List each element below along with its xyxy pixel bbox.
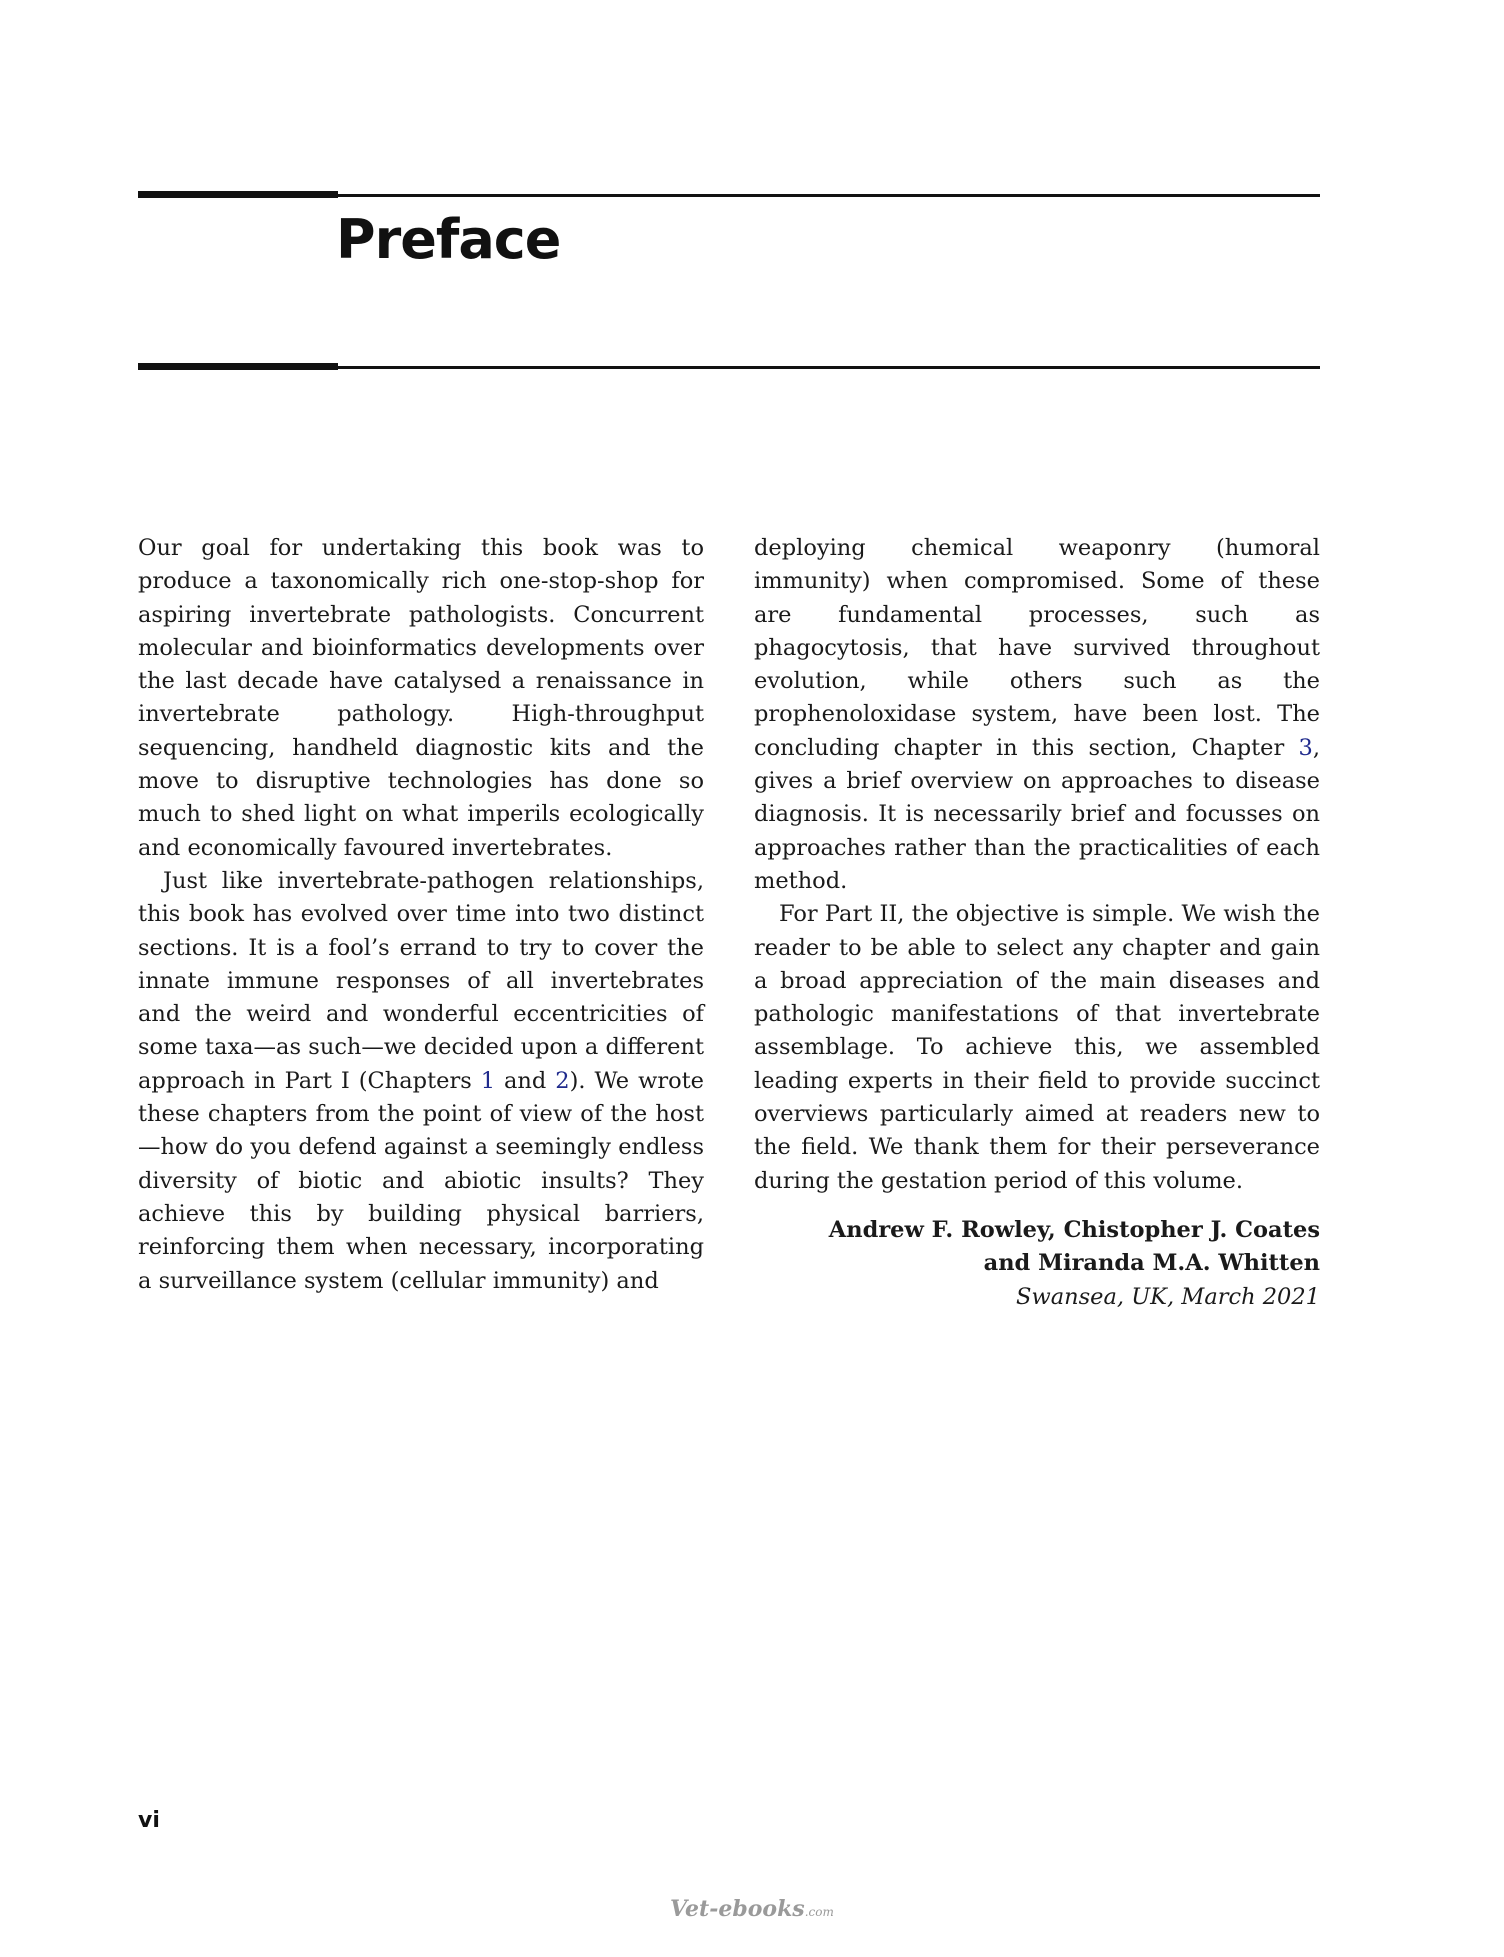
text-line: ers, reinforcing them when necessary, incorporat (138, 1200, 704, 1261)
chapter-2-link[interactable]: 2 (555, 1067, 570, 1094)
text-line: pathology. High-throughput sequencing, handheld (138, 701, 704, 761)
right-column (754, 532, 1320, 1314)
text-line: sis. It is necessarily brief and focusses on approaches (754, 801, 1320, 861)
text-line: wrote these chapters from the point of view of (138, 1067, 704, 1128)
text-line: a brief overview on approaches to disease diagno (754, 768, 1320, 828)
watermark-main: Vet-ebooks (670, 1896, 805, 1922)
watermark-suffix: .com (804, 1905, 834, 1919)
text-line: broad appreciation of the main diseases and patho (754, 967, 1320, 1028)
author-names-line-1: Andrew F. Rowley, Chistopher J. Coates (828, 1216, 1320, 1243)
chapter-3-link[interactable]: 3 (1298, 734, 1313, 761)
text-line: the host—how do you defend against a seeming (138, 1101, 704, 1161)
chapter-1-link[interactable]: 1 (480, 1067, 496, 1094)
page-number: vi (138, 1808, 160, 1833)
author-names-line-2: and Miranda M.A. Whitten (983, 1250, 1320, 1277)
top-rule-accent (138, 191, 338, 198)
text-line: ly endless diversity of biotic and abiotic insults? (138, 1134, 705, 1194)
text-line: concluding chapter in this section, Chapter (754, 734, 1299, 761)
text-line: For Part II, the objective is simple. We wish the (779, 901, 1320, 928)
text-line: deploying chemical weaponry (humoral immunity) (754, 535, 1320, 595)
bottom-rule (138, 366, 1320, 369)
text-line: when compromised. Some of these are fundamen (754, 568, 1320, 628)
page-title: Preface (336, 208, 561, 271)
text-line: They achieve this by building physical barri (138, 1167, 704, 1227)
text-line: blage. To achieve this, we assembled leading experts (754, 1034, 1320, 1094)
text-line: and bioinformatics developments over the last (138, 634, 704, 695)
text-line: logic manifestations of that invertebrate assem (754, 1001, 1320, 1061)
text-line: ularly aimed at readers new to the field. We thank (754, 1101, 1321, 1161)
text-line: vived throughout evolution, while others such as (754, 634, 1320, 695)
text-fragment: , gives (754, 734, 1320, 795)
signature-block (754, 1214, 1320, 1314)
text-line: sections. It is a fool’s errand to try to cov (138, 934, 634, 961)
top-rule (138, 194, 1320, 197)
text-fragment: ). We (569, 1067, 630, 1094)
text-line: of some taxa—as such—we decided upon a dif (138, 1001, 704, 1061)
text-line: book has evolved over time into two distinct (188, 901, 704, 928)
text-line: in their field to provide succinct overviews partic (754, 1067, 1320, 1128)
text-line: a taxonomically rich one-stop-shop for aspiring (138, 568, 704, 628)
watermark-logo (670, 1896, 834, 1922)
left-column (138, 532, 704, 1298)
text-line: ferent approach in Part I (Chapters (138, 1034, 704, 1094)
text-line: reader to be able to select any chapter and gain a (754, 934, 1320, 994)
text-line: brates and the weird and wonderful eccentricities (138, 967, 704, 1028)
text-line: rather than the practicalities of each method. (754, 834, 1321, 894)
place-and-date: Swansea, UK, March 2021 (1016, 1283, 1320, 1310)
text-line: nologies has done so much to shed light on what (138, 768, 704, 828)
text-line: diagnostic kits and the move to disruptive tech (138, 734, 704, 795)
text-line: er the innate immune responses of all inverte (138, 934, 704, 994)
text-line: Our goal for undertaking this book was to produce (138, 535, 704, 595)
text-line: imperils ecologically and economically favoured (138, 801, 704, 861)
text-line: period of this volume. (994, 1167, 1244, 1194)
text-line: Just like invertebrate-pathogen relationships, this (138, 867, 704, 928)
text-fragment: and (495, 1067, 556, 1094)
text-line: ing a surveillance system (cellular immunity) and (138, 1234, 704, 1294)
paragraph-immunity (754, 532, 1320, 898)
text-line: invertebrates. (451, 834, 613, 861)
paragraph-structure (138, 865, 704, 1298)
text-line: decade have catalysed a renaissance in invertebrate (138, 668, 705, 728)
text-line: invertebrate pathologists. Concurrent molecular (138, 601, 704, 661)
bottom-rule-accent (138, 363, 338, 370)
text-line: tal processes, such as phagocytosis, that have sur (754, 601, 1320, 661)
text-line: the prophenoloxidase system, have been lost. The (754, 668, 1320, 728)
paragraph-goal (138, 532, 704, 865)
paragraph-part-two (754, 898, 1320, 1198)
text-line: them for their perseverance during the gestation (754, 1134, 1320, 1194)
